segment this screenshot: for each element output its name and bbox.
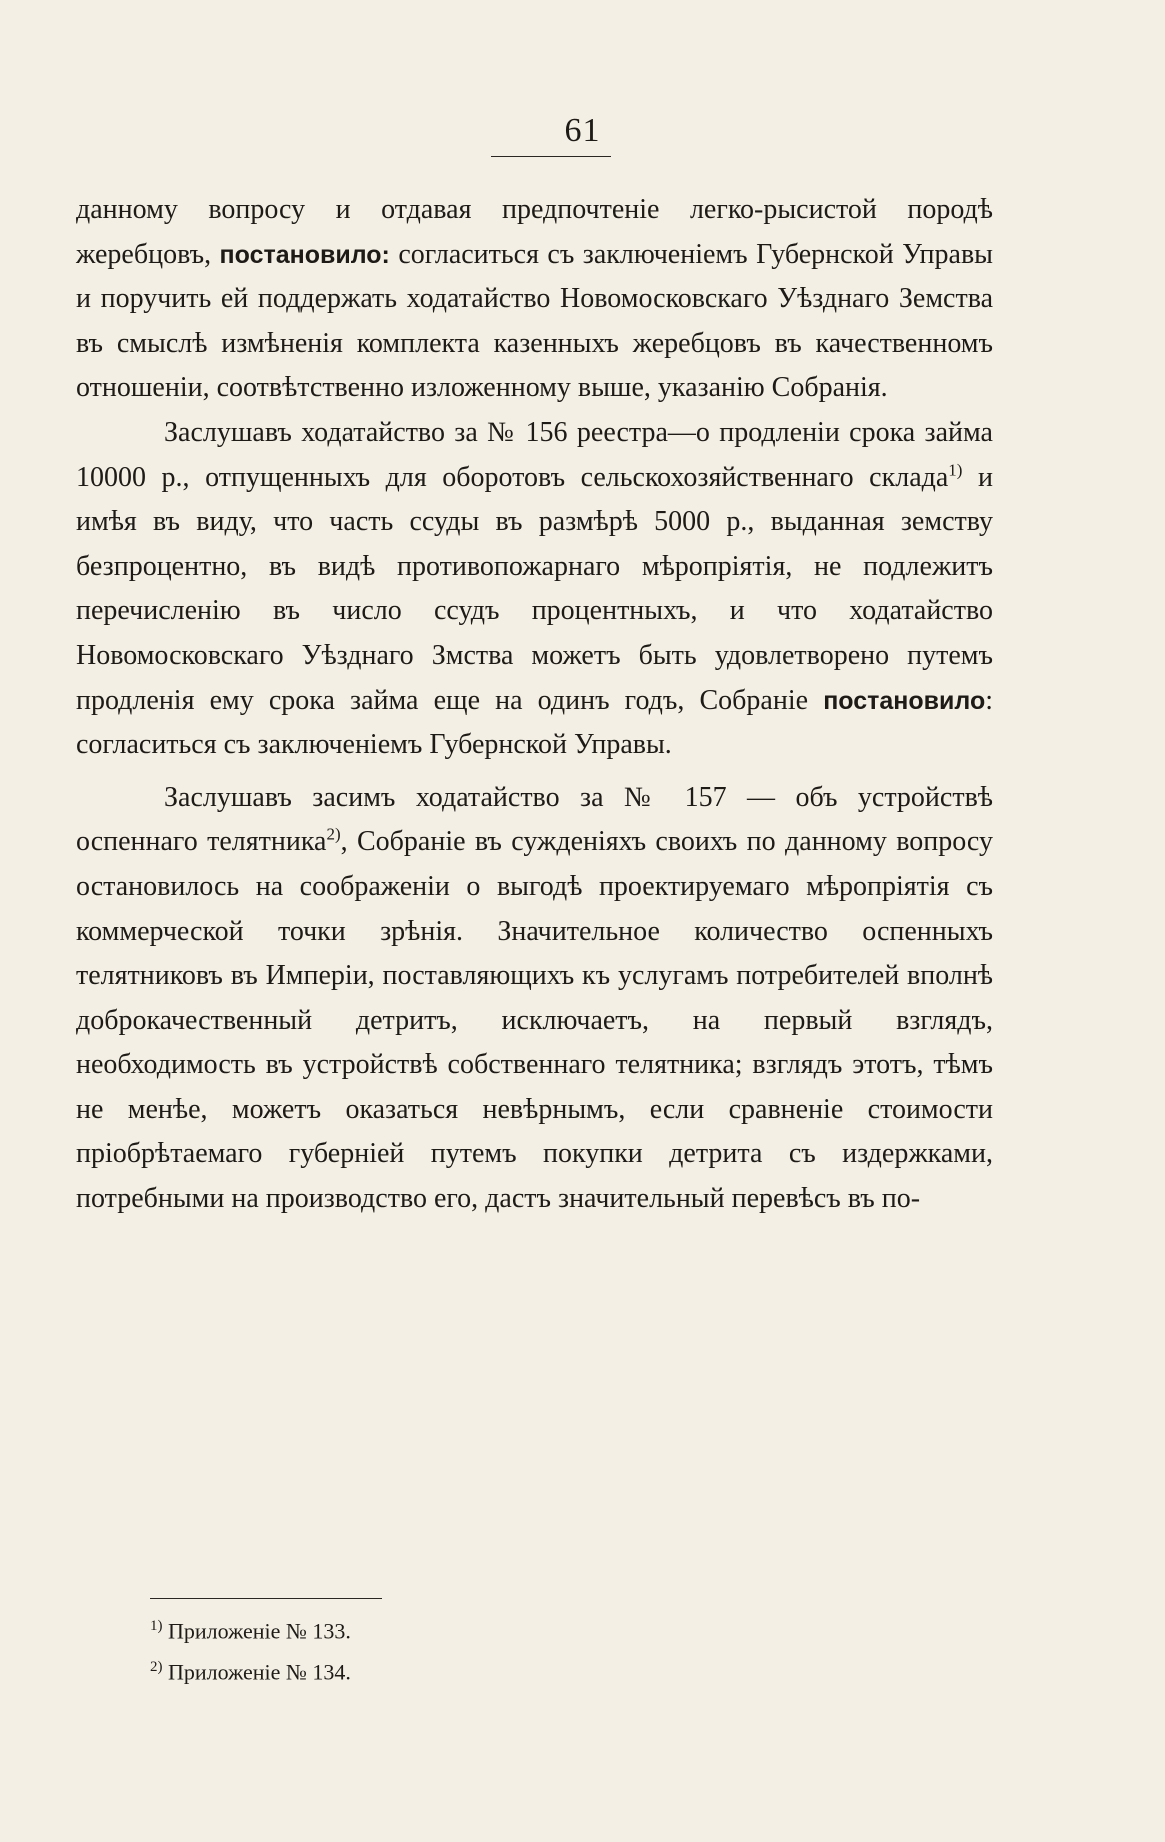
paragraph-1	[76, 188, 993, 411]
header-rule	[491, 156, 611, 157]
paragraph-1-text: данному вопросу и отдавая предпочтеніе легко-рысистой породѣ жеребцовъ,	[76, 194, 993, 270]
footnote-2	[150, 1649, 351, 1690]
footnote-ref-2: 2)	[326, 824, 341, 844]
footnote-1-mark: 1)	[150, 1618, 163, 1634]
paragraph-3	[76, 776, 993, 1222]
footnote-rule	[150, 1598, 382, 1599]
footnote-1	[150, 1608, 351, 1649]
paragraph-3-text-end: , Собраніе въ сужденіяхъ своихъ по данному вопросу остановилось на соображеніи о выгодѣ проектируемаго мѣропріятія съ коммерческой точки зрѣнія. Значительное количество оспенныхъ телятниковъ въ Имперіи, поставляющихъ къ услугамъ потребителей вполнѣ доброкачественный детритъ, исключаетъ, на первый взглядъ, необходимость въ устройствѣ собственнаго телятника; взглядъ этотъ, тѣмъ не менѣе, можетъ оказаться невѣрнымъ, если сравненіе стоимости пріобрѣтаемаго губерніей путемъ покупки детрита съ издержками, потребными на производство его, дастъ значительный перевѣсъ въ по-	[76, 826, 993, 1215]
footnote-2-mark: 2)	[150, 1659, 163, 1676]
footnote-ref-1: 1)	[948, 460, 963, 480]
footnote-1-text: Приложеніе № 133.	[168, 1618, 351, 1644]
paragraph-2-text: Заслушавъ ходатайство за № 156 реестра—о продленіи срока займа 10000 р., отпущенныхъ для оборотовъ сельскохозяйственнаго склада	[76, 416, 993, 493]
paragraph-3-text: Заслушавъ засимъ ходатайство за № 157 — объ устройствѣ оспеннаго телятника	[76, 781, 993, 858]
page-number: 61	[564, 112, 601, 149]
body-text	[76, 188, 993, 1222]
paragraph-2-text-end: : согласиться съ заключеніемъ Губернской Управы.	[76, 684, 993, 761]
paragraph-2-text-middle: и имѣя въ виду, что часть ссуды въ размѣрѣ 5000 р., выданная земству безпроцентно, въ видѣ противопожарнаго мѣропріятія, не подлежитъ перечисленію въ число ссудъ процентныхъ, и что ходатайство Новомосковскаго Уѣзднаго Змства можетъ быть удовлетворено путемъ продленія ему срока займа еще на одинъ годъ, Собраніе	[76, 461, 993, 716]
paragraph-2-bold: постановило	[823, 686, 986, 715]
paragraph-1-text-end: согласиться съ заключеніемъ Губернской Управы и поручить ей поддержать ходатайство Новомосковскаго Уѣзднаго Земства въ смыслѣ измѣненія комплекта казенныхъ жеребцовъ въ качественномъ отношеніи, соотвѣтственно изложенному выше, указанію Собранія.	[76, 238, 993, 404]
footnote-2-text: Приложеніе № 134.	[168, 1659, 351, 1685]
paragraph-1-bold: постановило:	[219, 240, 390, 269]
footnotes	[150, 1608, 351, 1691]
paragraph-2	[76, 411, 993, 768]
